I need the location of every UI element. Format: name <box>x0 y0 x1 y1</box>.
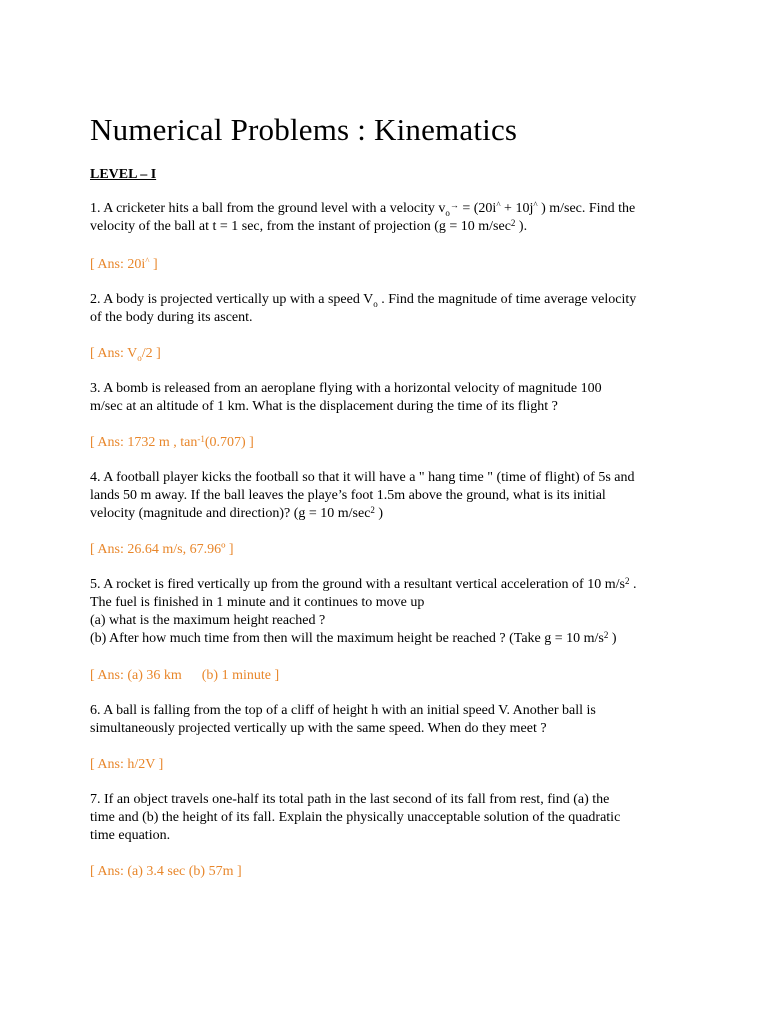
problem-3-answer: [ Ans: 1732 m , $\tan^{-1}(0.707)$ ] <box>90 434 254 450</box>
problem-1-answer: [ Ans: 20i^ ] <box>90 256 158 272</box>
problem-6-answer: [ Ans: h/2V ] <box>90 757 164 772</box>
problem-7-text: 7. If an object travels one-half its total path in the last second of its fall from rest, find (a) the time and (b) the height of its fall. Explain the physically unacceptable solution of the quadratic time equation. <box>90 792 621 843</box>
problem-3-text: 3. A bomb is released from an aeroplane flying with a horizontal velocity of magnitude 100 m/sec at an altitude of 1 km. What is the displacement during the time of its flight ? <box>90 381 602 414</box>
problem-4-answer: [ Ans: 26.64 m/s, 67.96º ] <box>90 542 234 557</box>
problem-6-text: 6. A ball is falling from the top of a cliff of height h with an initial speed V. Another ball is simultaneously projected vertically up with the same speed. When do they meet ? <box>90 703 596 736</box>
page-title: Numerical Problems : Kinematics <box>90 112 518 147</box>
problem-7-answer: [ Ans: (a) 3.4 sec (b) 57m ] <box>90 864 242 879</box>
problem-5-text: 5. A rocket is fired vertically up from the ground with a resultant vertical acceleration of 10 $m/s^2$ . The fuel is finished in 1 minute and it continues to move up (a) what is the maximum height reached ? (b) After how much time from then will the maximum height be reached ? (Take g = 10 $m/s^2$ ) <box>90 576 637 646</box>
problem-4-text: 4. A football player kicks the football so that it will have a " hang time " (time of flight) of 5s and lands 50 m away. If the ball leaves the playe’s foot 1.5m above the ground, what is its initial velocity (magnitude and direction)? (g = 10 $m/\sec^2$ ) <box>90 470 635 521</box>
problem-2-answer: [ Ans: $V_o/2$ ] <box>90 346 161 363</box>
level-heading: LEVEL – I <box>90 167 157 182</box>
problem-1-text: 1. A cricketer hits a ball from the ground level with a velocity $v_o^\to = (20i^{\^{}} + 10j^{\^{}}$ ) m/sec. Find the velocity of the ball at t = 1 sec, from the instant of projection (g = 10 $m/\sec^2$ ). <box>90 200 636 234</box>
problem-2-text: 2. A body is projected vertically up with a speed $V_o$ . Find the magnitude of time average velocity of the body during its ascent. <box>90 292 637 325</box>
problem-5-answer: [ Ans: (a) 36 km (b) 1 minute ] <box>90 668 280 683</box>
